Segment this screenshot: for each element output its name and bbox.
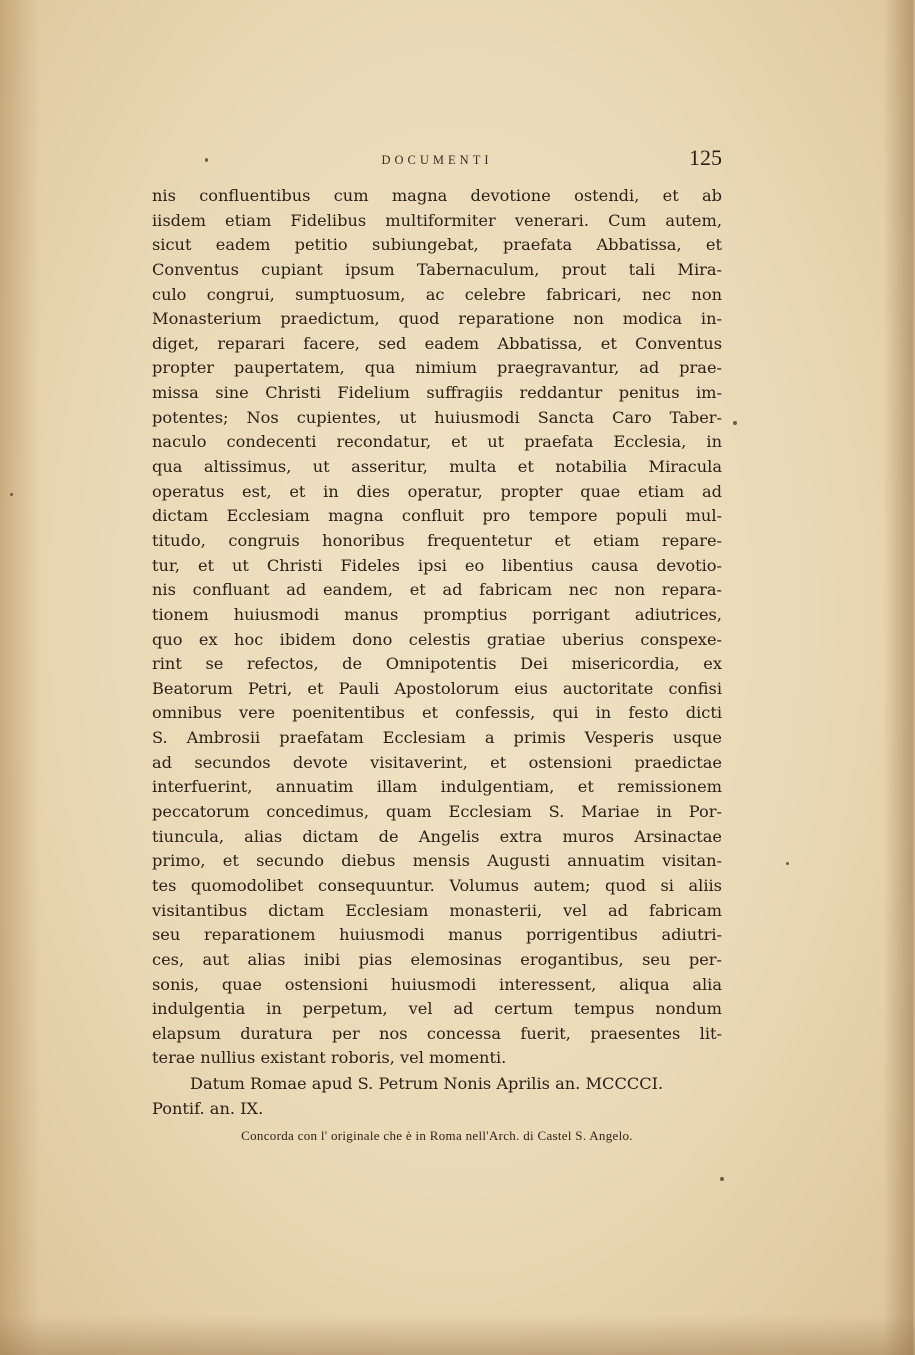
text-line: tur, et ut Christi Fideles ipsi eo libentius causa devotio- [152, 555, 722, 575]
text-line: seu reparationem huiusmodi manus porrigentibus adiutri- [152, 925, 722, 945]
page-edge-shading-bottom [0, 1315, 915, 1355]
text-line: ad secundos devote visitaverint, et ostensioni praedictae [152, 752, 722, 772]
text-line: S. Ambrosii praefatam Ecclesiam a primis Vesperis usque [152, 728, 722, 748]
text-line: naculo condecenti recondatur, et ut praefata Ecclesia, in [152, 432, 722, 452]
text-line: tionem huiusmodi manus promptius porrigant adiutrices, [152, 604, 722, 624]
text-line: rint se refectos, de Omnipotentis Dei misericordia, ex [152, 654, 722, 674]
text-line: Conventus cupiant ipsum Tabernaculum, prout tali Mira- [152, 259, 722, 279]
paper-speck [205, 158, 208, 162]
text-line: elapsum duratura per nos concessa fuerit, praesentes lit- [152, 1023, 722, 1043]
text-line: titudo, congruis honoribus frequentetur et etiam repare- [152, 530, 722, 550]
text-line: missa sine Christi Fidelium suffragiis reddantur penitus im- [152, 383, 722, 403]
text-line: nis confluant ad eandem, et ad fabricam nec non repara- [152, 580, 722, 600]
text-line: ces, aut alias inibi pias elemosinas erogantibus, seu per- [152, 949, 722, 969]
text-line: tiuncula, alias dictam de Angelis extra muros Arsinactae [152, 826, 722, 846]
page-edge-shading-left [0, 0, 40, 1355]
text-line: Beatorum Petri, et Pauli Apostolorum eius auctoritate confisi [152, 678, 722, 698]
text-line: sonis, quae ostensioni huiusmodi interessent, aliqua alia [152, 974, 722, 994]
running-head: DOCUMENTI [381, 153, 493, 167]
text-line: interfuerint, annuatim illam indulgentiam, et remissionem [152, 777, 722, 797]
text-line: indulgentia in perpetum, vel ad certum tempus nondum [152, 999, 722, 1019]
page-number: 125 [689, 145, 722, 170]
authentication-note: Concorda con l' originale che è in Roma nell'Arch. di Castel S. Angelo. [241, 1128, 633, 1143]
page-header [152, 145, 722, 175]
text-line: dictam Ecclesiam magna confluit pro tempore populi mul- [152, 506, 722, 526]
paper-speck [720, 1177, 724, 1181]
text-line: terae nullius existant roboris, vel momenti. [152, 1048, 507, 1068]
text-line: diget, reparari facere, sed eadem Abbatissa, et Conventus [152, 333, 722, 353]
text-line: culo congrui, sumptuosum, ac celebre fabricari, nec non [152, 284, 722, 304]
document-body [152, 184, 722, 1071]
text-line: primo, et secundo diebus mensis Augusti annuatim visitan- [152, 851, 722, 871]
text-line: potentes; Nos cupientes, ut huiusmodi Sancta Caro Taber- [152, 407, 722, 427]
text-line: sicut eadem petitio subiungebat, praefata Abbatissa, et [152, 235, 722, 255]
paper-speck [786, 862, 789, 865]
text-line: operatus est, et in dies operatur, propter quae etiam ad [152, 481, 722, 501]
text-line: omnibus vere poenitentibus et confessis, qui in festo dicti [152, 703, 722, 723]
text-line: quo ex hoc ibidem dono celestis gratiae uberius conspexe- [152, 629, 722, 649]
dating-clause [152, 1072, 722, 1121]
dating-line: Datum Romae apud S. Petrum Nonis Aprilis an. MCCCCI. [190, 1074, 664, 1093]
paper-speck [10, 493, 13, 496]
text-line: nis confluentibus cum magna devotione ostendi, et ab [152, 186, 722, 205]
text-line: peccatorum concedimus, quam Ecclesiam S. Mariae in Por- [152, 802, 722, 822]
text-line: visitantibus dictam Ecclesiam monasterii, vel ad fabricam [152, 900, 722, 920]
page-edge-shading-right [883, 0, 913, 1355]
text-line: propter paupertatem, qua nimium praegravantur, ad prae- [152, 358, 722, 378]
text-line: qua altissimus, ut asseritur, multa et notabilia Miracula [152, 457, 722, 477]
text-line: tes quomodolibet consequuntur. Volumus autem; quod si aliis [152, 875, 722, 895]
dating-line: Pontif. an. IX. [152, 1098, 264, 1118]
paper-speck [733, 421, 737, 425]
text-line: Monasterium praedictum, quod reparatione non modica in- [152, 309, 722, 329]
text-line: iisdem etiam Fidelibus multiformiter venerari. Cum autem, [152, 210, 722, 230]
